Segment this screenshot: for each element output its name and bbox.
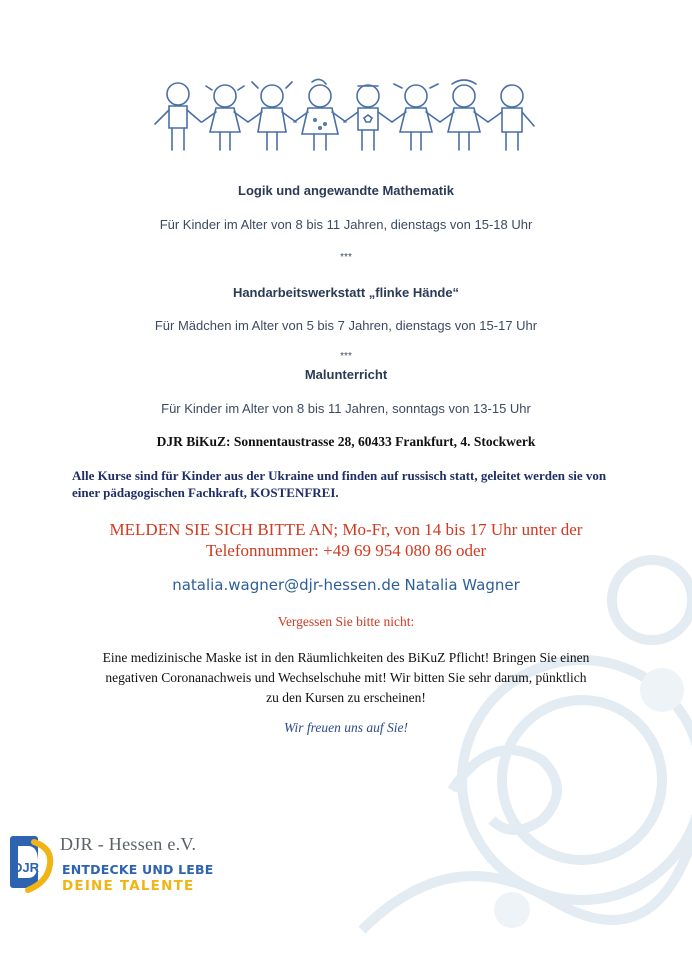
course-1-info: Für Kinder im Alter von 8 bis 11 Jahren, dienstags von 15-18 Uhr xyxy=(159,217,533,232)
separator: *** xyxy=(340,351,352,362)
reminder-line-1: Eine medizinische Maske ist in den Räumlichkeiten des BiKuZ Pflicht! Bringen Sie einen xyxy=(102,650,590,665)
reminder-title: Vergessen Sie bitte nicht: xyxy=(277,614,415,629)
address: DJR BiKuZ: Sonnentaustrasse 28, 60433 Frankfurt, 4. Stockwerk xyxy=(156,434,536,449)
signup-phone: Telefonnummer: +49 69 954 080 86 oder xyxy=(205,541,487,560)
contact-name: Natalia Wagner xyxy=(404,576,520,594)
logo-slogan-line-1: ENTDECKE UND LEBE xyxy=(62,862,214,877)
logo-mark: DJR xyxy=(12,860,40,875)
children-holding-hands-icon xyxy=(150,76,540,162)
reminder-line-3: zu den Kursen zu erscheinen! xyxy=(266,690,426,705)
course-2-title: Handarbeitswerkstatt „flinke Hände“ xyxy=(232,285,460,300)
course-note: Alle Kurse sind für Kinder aus der Ukraine und finden auf russisch statt, geleitet werden sie von einer pädagogischen Fachkraft, KOSTENFREI. xyxy=(72,468,607,500)
closing-text: Wir freuen uns auf Sie! xyxy=(284,720,408,735)
separator: *** xyxy=(340,252,352,263)
email-link[interactable]: natalia.wagner@djr-hessen.de xyxy=(172,576,401,594)
contact-line xyxy=(0,576,692,595)
course-3-title: Malunterricht xyxy=(304,367,388,382)
reminder-body xyxy=(60,648,632,708)
logo-slogan-line-2: DEINE TALENTE xyxy=(62,878,195,894)
reminder-line-2: negativen Coronanachweis und Wechselschuhe mit! Wir bitten Sie sehr darum, pünktlich xyxy=(105,670,587,685)
course-2-info: Für Mädchen im Alter von 5 bis 7 Jahren, dienstags von 15-17 Uhr xyxy=(154,318,538,333)
background-swirl-decoration xyxy=(332,540,692,940)
course-3-info: Für Kinder im Alter von 8 bis 11 Jahren, sonntags von 13-15 Uhr xyxy=(161,401,531,416)
logo-name: DJR - Hessen e.V. xyxy=(60,834,197,854)
course-1-title: Logik und angewandte Mathematik xyxy=(238,183,454,198)
signup-line-1: MELDEN SIE SICH BITTE AN; Mo-Fr, von 14 bis 17 Uhr unter der xyxy=(109,520,583,539)
